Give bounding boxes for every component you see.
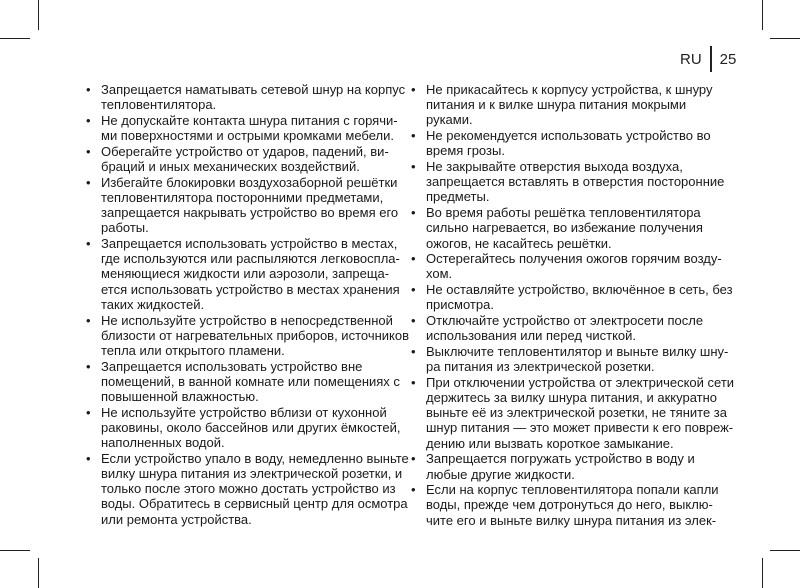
list-item [84,174,399,236]
list-item-line: ожогов, не касайтесь решётки. [426,235,612,251]
list-item-line: • Не оставляйте устройство, включённое в сеть, без [426,282,733,298]
list-item-line: присмотра. [426,297,494,313]
list-item-line: руками. [426,112,473,128]
list-item-line: ра питания из электрической розетки. [426,359,655,375]
list-item-line: вилку шнура питания из электрической розетки, и [101,466,403,482]
list-item [84,143,389,175]
list-item-line: помещений, в ванной комнате или помещениях с [101,373,400,389]
list-item [84,82,406,113]
list-item-line: • Не рекомендуется использовать устройство во [426,128,711,144]
right-bullet-list [409,82,735,528]
list-item-line: • Выключите тепловентилятор и выньте вилку шну- [426,343,729,359]
list-item-line: • Запрещается использовать устройство в местах, [101,236,398,252]
list-item-line: • Запрещается погружать устройство в воду и [426,451,695,467]
list-item-line: тепловентилятора. [101,97,217,113]
list-item-line: • Отключайте устройство от электросети после [426,313,704,329]
left-bullet-list [84,82,410,527]
list-item-line: • Во время работы решётка тепловентилятора [426,205,701,221]
right-column [409,82,735,528]
list-item [409,451,714,481]
list-item [84,312,410,359]
list-item-line: питания и к вилке шнура питания мокрыми [426,97,687,113]
list-item-line: • Не используйте устройство в непосредственной [101,312,393,328]
list-item [409,205,714,251]
list-item-line: тепла или открытого пламени. [101,342,285,358]
list-item [409,482,719,528]
list-item [409,128,714,158]
list-item-line: воды, прежде чем дотронуться до него, выклю- [426,497,713,513]
list-item-line: • Если на корпус тепловентилятора попали капли [426,482,719,498]
list-item-line: работы. [101,220,149,236]
list-item-line: • Не используйте устройство вблизи от кухонной [101,404,387,420]
list-item [84,358,400,405]
list-item-line: шнур питания — это может привести к его повреж- [426,420,734,436]
list-item [409,282,733,313]
list-item-line: держитесь за вилку шнура питания, и аккуратно [426,390,718,406]
list-item-line: ется использовать устройство в местах хранения [101,281,400,297]
list-item-line: • Не закрывайте отверстия выхода воздуха, [426,159,683,175]
list-item-line: где используются или распыляются легковоспла- [101,251,400,267]
crop-mark-top-left-h [0,38,30,39]
list-item-line: браций и иных механических воздействий. [101,159,360,175]
list-item-line: воды. Обратитесь в сервисный центр для осмотра [101,496,408,512]
list-item-line: • Избегайте блокировки воздухозаборной решётки [101,174,398,190]
list-item-line: • Оберегайте устройство от ударов, падений, ви- [101,143,389,159]
list-item-line: запрещается вставлять в отверстия посторонние [426,174,725,190]
header-separator [710,46,712,72]
list-item-line: любые другие жидкости. [426,466,575,482]
list-item-line: или ремонта устройства. [101,511,252,527]
list-item-line: ми поверхностями и острыми кромками мебели. [101,128,394,144]
page-header [680,44,736,74]
list-item-line: предметы. [426,189,490,205]
list-item-line: выньте её из электрической розетки, не тяните за [426,405,727,421]
list-item [84,450,409,527]
list-item [409,343,729,375]
list-item [409,251,722,282]
list-item [84,404,401,451]
crop-mark-top-left [38,0,39,30]
page-number: 25 [719,50,737,68]
list-item-line: тепловентилятора посторонними предметами, [101,189,384,205]
list-item-line: • Не прикасайтесь к корпусу устройства, к шнуру [426,82,713,97]
list-item [409,313,714,343]
list-item-line: • Если устройство упало в воду, немедленно выньте [101,450,409,466]
list-item [409,374,735,451]
list-item-line: наполненных водой. [101,435,225,451]
list-item-line: • При отключении устройства от электрической сети [426,374,735,390]
list-item-line: близости от нагревательных приборов, источников [101,327,410,343]
left-column [84,82,410,527]
list-item-line: повышенной влажностью. [101,389,259,405]
crop-mark-top-right-h [770,38,800,39]
list-item [409,82,714,128]
list-item-line: хом. [426,266,453,282]
list-item [409,159,725,205]
list-item-line: таких жидкостей. [101,296,205,312]
list-item-line: чите его и выньте вилку шнура питания из элек- [426,512,717,528]
list-item-line: меняющиеся жидкости или аэрозоли, запреща- [101,266,390,282]
list-item-line: • Не допускайте контакта шнура питания с горячи- [101,112,398,128]
crop-mark-bottom-left-h [0,550,30,551]
list-item [84,112,398,144]
list-item-line: использования или перед чисткой. [426,328,637,344]
list-item-line: • Запрещается наматывать сетевой шнур на корпус [101,82,406,97]
list-item-line: время грозы. [426,143,505,159]
list-item-line: только после этого можно достать устройство из [101,481,396,497]
list-item-line: запрещается накрывать устройство во время его [101,205,399,221]
crop-mark-bottom-right-h [770,550,800,551]
crop-mark-bottom-right [762,558,763,588]
list-item-line: сильно нагревается, во избежание получения [426,220,703,236]
list-item-line: дению или вызвать короткое замыкание. [426,435,674,451]
crop-mark-bottom-left [38,558,39,588]
language-label: RU [680,50,702,68]
crop-mark-top-right [762,0,763,30]
list-item-line: • Запрещается использовать устройство вне [101,358,363,374]
list-item-line: раковины, около бассейнов или других ёмкостей, [101,419,401,435]
list-item [84,236,400,312]
list-item-line: • Остерегайтесь получения ожогов горячим возду- [426,251,722,267]
